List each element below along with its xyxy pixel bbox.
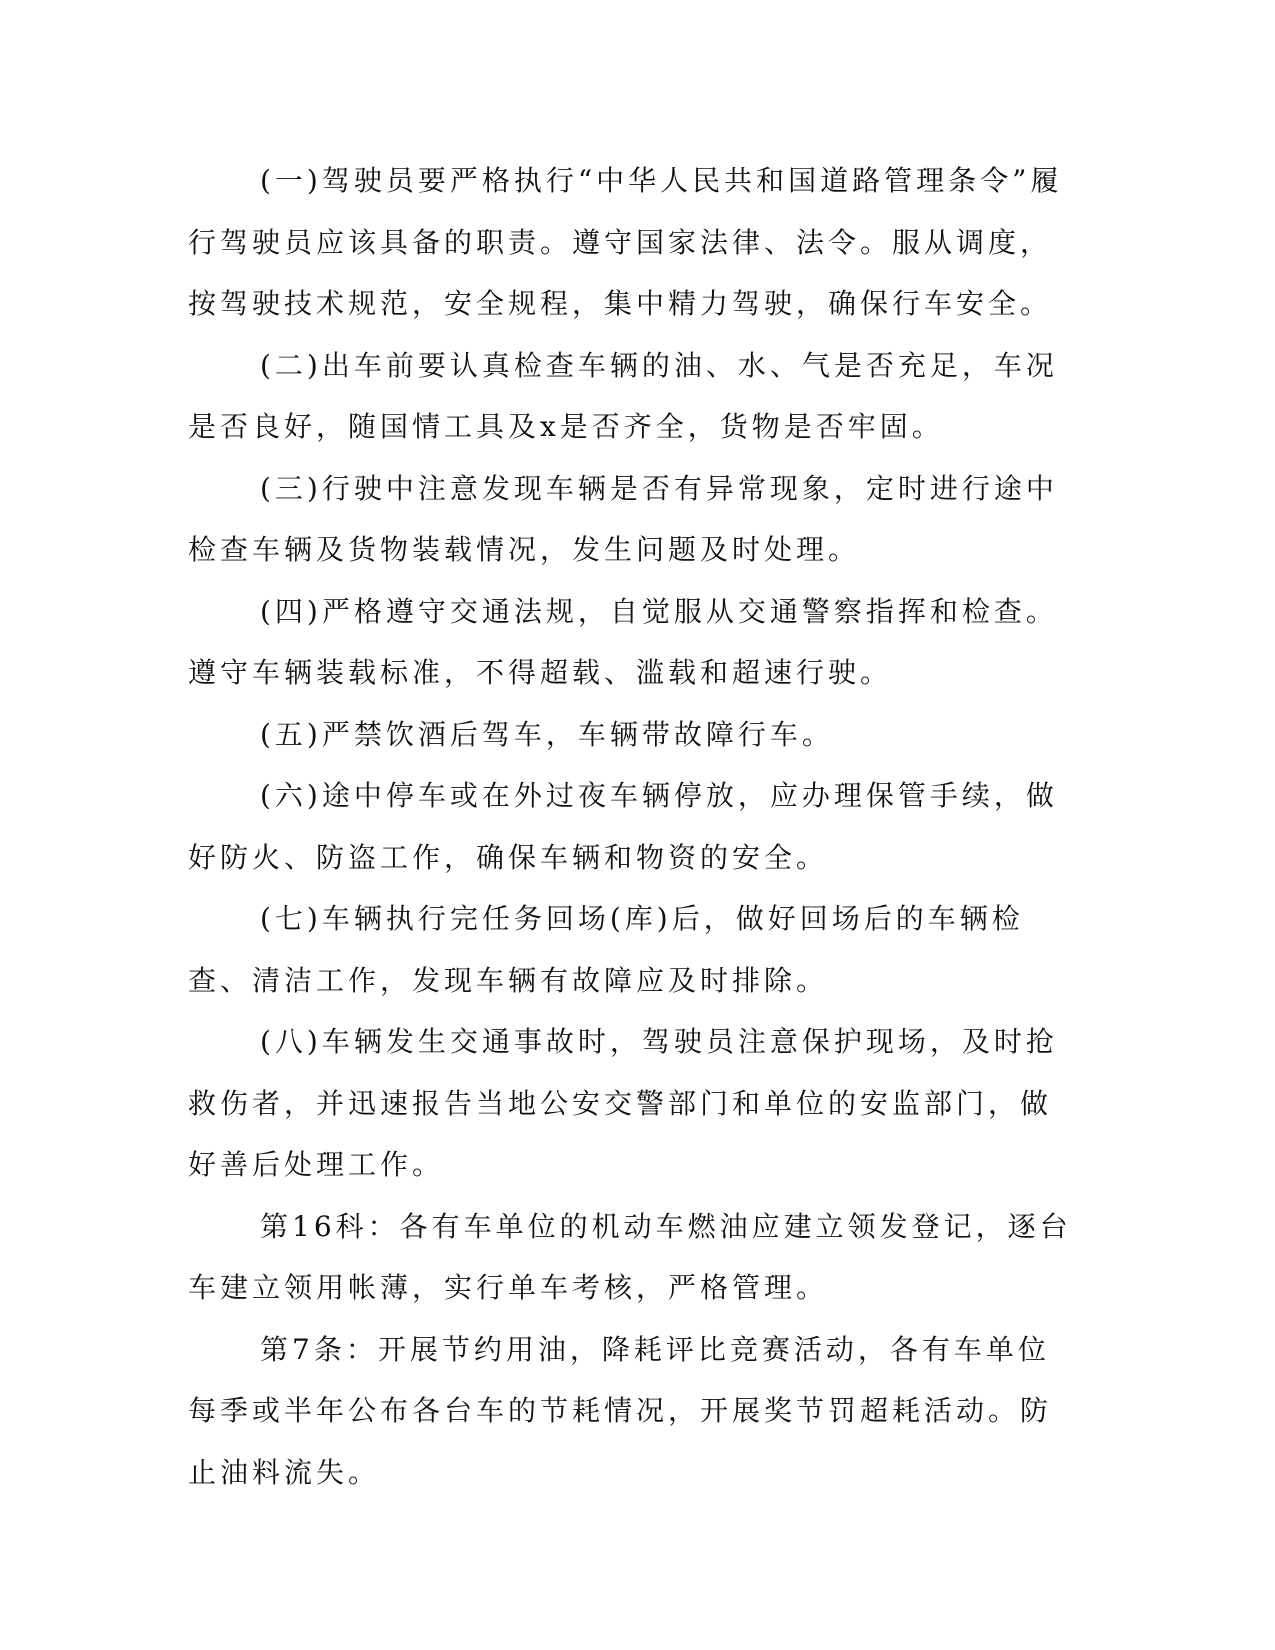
paragraph-no-drunk-driving: (五)严禁饮酒后驾车，车辆带故障行车。 xyxy=(260,717,834,751)
paragraph-article-16: 第16科：各有车单位的机动车燃油应建立领发登记，逐台车建立领用帐薄，实行单车考核，严格管理。 xyxy=(188,1209,1072,1304)
paragraph-in-transit-check: (三)行驶中注意发现车辆是否有异常现象，定时进行途中检查车辆及货物装载情况，发生问题及时处理。 xyxy=(188,471,1058,566)
paragraph-accident-handling: (八)车辆发生交通事故时，驾驶员注意保护现场，及时抢救伤者，并迅速报告当地公安交警部门和单位的安监部门，做好善后处理工作。 xyxy=(188,1025,1058,1181)
paragraph-overnight-parking: (六)途中停车或在外过夜车辆停放，应办理保管手续，做好防火、防盗工作，确保车辆和物资的安全。 xyxy=(188,779,1058,874)
paragraph-driver-duties: (一)驾驶员要严格执行“中华人民共和国道路管理条令”履行驾驶员应该具备的职责。遵守国家法律、法令。服从调度，按驾驶技术规范，安全规程，集中精力驾驶，确保行车安全。 xyxy=(188,164,1063,320)
paragraph-traffic-rules: (四)严格遵守交通法规，自觉服从交通警察指挥和检查。遵守车辆装载标准，不得超载、滥载和超速行驶。 xyxy=(188,594,1058,689)
document-page xyxy=(188,150,1078,1503)
paragraph-article-7: 第7条：开展节约用油，降耗评比竞赛活动，各有车单位每季或半年公布各台车的节耗情况，开展奖节罚超耗活动。防止油料流失。 xyxy=(188,1332,1053,1489)
paragraph-pre-trip-check: (二)出车前要认真检查车辆的油、水、气是否充足，车况是否良好，随国情工具及x是否齐全，货物是否牢固。 xyxy=(188,348,1058,443)
paragraph-return-inspection: (七)车辆执行完任务回场(库)后，做好回场后的车辆检查、清洁工作，发现车辆有故障应及时排除。 xyxy=(188,902,1024,997)
